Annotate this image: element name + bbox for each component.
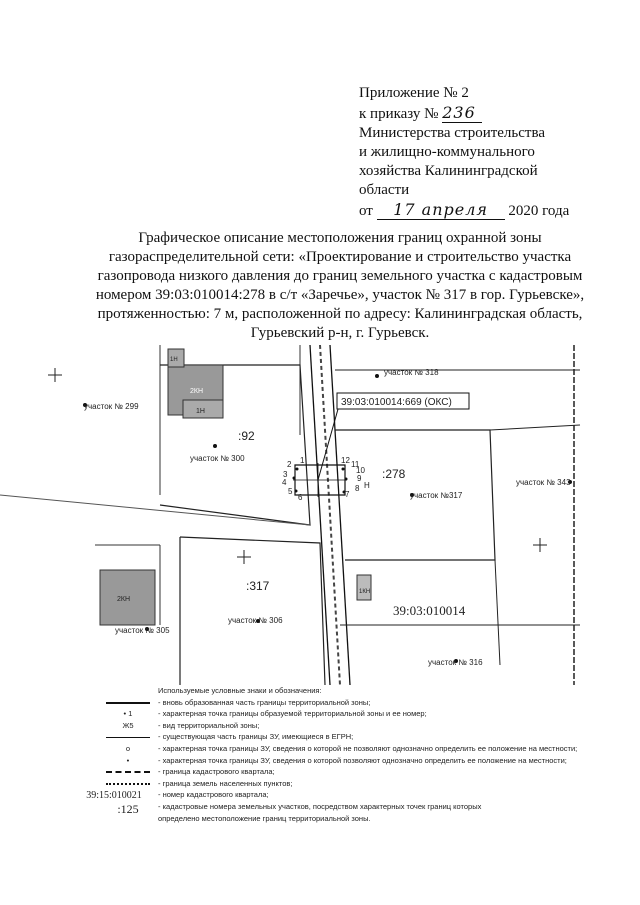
legend-symbol: о	[125, 743, 131, 753]
zone-point-3: 3	[283, 470, 288, 479]
zone-point-10: 10	[356, 466, 365, 475]
order-number: 236	[442, 103, 482, 123]
label-parcel-316: участок № 316	[428, 658, 483, 667]
legend-text: - характерная точка границы образуемой территориальной зоны и ее номер;	[158, 709, 427, 719]
label-building-2kn-b: 2КН	[117, 596, 131, 603]
legend-item	[100, 744, 600, 756]
legend-text: - вид территориальной зоны;	[158, 720, 260, 730]
zone-point-1: 1	[300, 456, 305, 465]
legend-text: - существующая часть границы ЗУ, имеющиеся в ЕГРН;	[158, 732, 354, 742]
title-line-2: газораспределительной сети: «Проектирование и строительство участка	[108, 249, 572, 265]
date-line: от 17 апреля 2020 года	[359, 200, 570, 219]
legend-text: определено местоположение границ территориальной зоны.	[158, 813, 371, 823]
ministry-line-4: области	[359, 182, 410, 198]
legend-symbol	[100, 698, 156, 707]
legend-symbol	[100, 779, 156, 788]
road-edge-left	[310, 345, 330, 685]
legend-symbol	[100, 767, 156, 776]
title-line-4: номером 39:03:010014:278 в с/т «Заречье», участок № 317 в гор. Гурьевске»,	[95, 287, 585, 303]
legend-symbol: •	[126, 755, 130, 765]
cadastral-map	[0, 345, 640, 685]
legend-item	[100, 756, 600, 768]
zone-point-5: 5	[288, 487, 293, 496]
zone-point-4: 4	[282, 478, 287, 487]
legend-symbol	[100, 732, 156, 741]
ministry-line-2: и жилищно-коммунального	[359, 144, 535, 160]
legend	[86, 686, 600, 825]
legend-symbol: Ж5	[122, 720, 134, 730]
zone-point-12: 12	[341, 456, 350, 465]
legend-text: - вновь образованная часть границы территориальной зоны;	[158, 697, 371, 707]
zone-point-11: 11	[351, 460, 360, 469]
zone-point-7: 7	[345, 490, 350, 499]
legend-text: - номер кадастрового квартала;	[158, 790, 269, 800]
legend-text: - характерная точка границы ЗУ, сведения о которой не позволяют однозначно определить ее положение на местности;	[158, 743, 578, 753]
label-building-1kn: 1КН	[359, 589, 371, 595]
legend-heading: Используемые условные знаки и обозначения:	[158, 686, 322, 695]
title-line-6: Гурьевский р-н, г. Гурьевск.	[250, 325, 430, 341]
title-line-1: Графическое описание местоположения границ охранной зоны	[138, 230, 542, 246]
parcel-306-boundary	[180, 537, 325, 685]
building-1kn	[357, 575, 371, 600]
legend-item	[86, 790, 600, 802]
label-building-1n-top: 1Н	[170, 357, 178, 363]
label-building-2kn-a: 2КН	[190, 388, 204, 395]
legend-item	[100, 721, 600, 733]
ministry-line-3: хозяйства Калининградской	[359, 163, 538, 179]
legend-text: - граница земель населенных пунктов;	[158, 778, 293, 788]
label-parcel-318: участок № 318	[384, 368, 439, 377]
label-parcel-317: участок №317	[410, 491, 463, 500]
document-title	[80, 229, 600, 343]
legend-symbol: 39:15:010021	[86, 790, 142, 802]
label-oks: 39:03:010014:669 (ОКС)	[341, 397, 452, 408]
label-code-317: :317	[246, 579, 270, 593]
label-parcel-305: участок № 305	[115, 626, 170, 635]
legend-item	[100, 814, 600, 826]
label-building-1n: 1Н	[196, 408, 205, 415]
legend-text: - характерная точка границы ЗУ, сведения о которой позволяют однозначно определить ее положение на местности;	[158, 755, 567, 765]
label-parcel-306: участок № 306	[228, 616, 283, 625]
legend-item	[100, 767, 600, 779]
label-code-278: :278	[382, 467, 406, 481]
document-header	[359, 84, 629, 221]
zone-point-6: 6	[298, 493, 303, 502]
title-line-5: протяженностью: 7 м, расположенной по адресу: Калининградская область,	[97, 306, 583, 322]
legend-text: - кадастровые номера земельных участков, посредством характерных точек границ которых	[158, 801, 482, 811]
zone-point-2: 2	[287, 460, 292, 469]
ministry-line-1: Министерства строительства	[359, 125, 546, 141]
zone-point-8: 8	[355, 484, 360, 493]
label-parcel-300: участок № 300	[190, 454, 245, 463]
legend-item	[100, 802, 600, 814]
order-line: к приказу № 236	[359, 103, 629, 124]
label-zone-letter: Н	[364, 481, 370, 490]
legend-text: - граница кадастрового квартала;	[158, 767, 275, 777]
legend-item	[100, 709, 600, 721]
label-quarter: 39:03:010014	[393, 603, 466, 618]
date-handwritten: 17 апреля	[377, 200, 505, 220]
legend-symbol: • 1	[123, 709, 133, 719]
zone-point-9: 9	[357, 474, 362, 483]
title-line-3: газопровода низкого давления до границ земельного участка с кадастровым	[97, 268, 583, 284]
appendix-number: Приложение № 2	[359, 85, 469, 101]
label-parcel-343: участок № 343	[516, 478, 571, 487]
label-parcel-299: участок № 299	[84, 402, 139, 411]
legend-item	[100, 732, 600, 744]
legend-item	[100, 698, 600, 710]
legend-item	[100, 779, 600, 791]
legend-symbol: :125	[117, 801, 139, 816]
label-code-92: :92	[238, 429, 255, 443]
